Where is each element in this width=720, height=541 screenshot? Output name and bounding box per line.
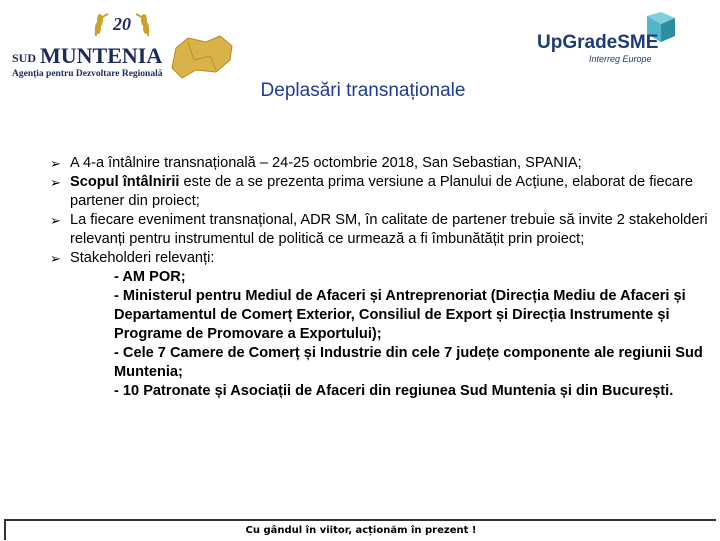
bullet-prefix: Scopul întâlnirii bbox=[70, 174, 180, 190]
bullet-text: A 4-a întâlnire transnațională – 24-25 octombrie 2018, San Sebastian, SPANIA; bbox=[70, 155, 582, 171]
bullet-text: La fiecare eveniment transnațional, ADR SM, în calitate de partener trebuie să invite 2 stakeholderi relevanți pentru instrumentul de politică ce urmează a fi îmbunătățit prin proiect; bbox=[70, 212, 708, 247]
arrow-bullet-icon: ➢ bbox=[50, 156, 61, 171]
arrow-bullet-icon: ➢ bbox=[50, 213, 61, 228]
brand-name: MUNTENIA bbox=[40, 43, 163, 68]
sme-subtitle: Interreg Europe bbox=[589, 54, 652, 64]
brand-prefix: SUD bbox=[12, 51, 37, 65]
upgradesme-logo bbox=[535, 12, 710, 72]
sme-brand-name: UpGradeSME bbox=[537, 32, 659, 53]
bullet-text: Stakeholderi relevanți: bbox=[70, 250, 215, 266]
stakeholder-item: - Cele 7 Camere de Comerț și Industrie din cele 7 județe componente ale regiunii Sud Muntenia; bbox=[114, 345, 703, 380]
adr-sud-muntenia-logo bbox=[8, 6, 238, 86]
arrow-bullet-icon: ➢ bbox=[50, 251, 61, 266]
bullet-text: este de a se prezenta prima versiune a Planului de Acțiune, elaborat de fiecare partener din proiect; bbox=[70, 174, 694, 209]
stakeholder-item: - 10 Patronate și Asociații de Afaceri din regiunea Sud Muntenia și din București. bbox=[114, 383, 674, 399]
bullet-item bbox=[52, 154, 712, 173]
brand-tagline: Agenția pentru Dezvoltare Regională bbox=[12, 69, 163, 79]
stakeholder-item: - Ministerul pentru Mediul de Afaceri și Antreprenoriat (Direcția Mediu de Afaceri și Departamentul de Comerț Exterior, Consiliul de Export și Direcția Instrumente și Programe de Promovare a Exportului); bbox=[114, 288, 686, 342]
badge-number: 20 bbox=[113, 14, 131, 34]
footer-slogan: Cu gândul în viitor, acționăm în prezent ! bbox=[4, 519, 716, 540]
stakeholder-list bbox=[52, 268, 712, 401]
laurel-badge-icon bbox=[95, 14, 149, 36]
arrow-bullet-icon: ➢ bbox=[50, 175, 61, 190]
bullet-item bbox=[52, 211, 712, 249]
bullet-item bbox=[52, 249, 712, 268]
bullet-item bbox=[52, 173, 712, 211]
page-title: Deplasări transnaționale bbox=[260, 80, 466, 101]
main-content bbox=[52, 154, 712, 401]
stakeholder-item: - AM POR; bbox=[114, 269, 186, 285]
